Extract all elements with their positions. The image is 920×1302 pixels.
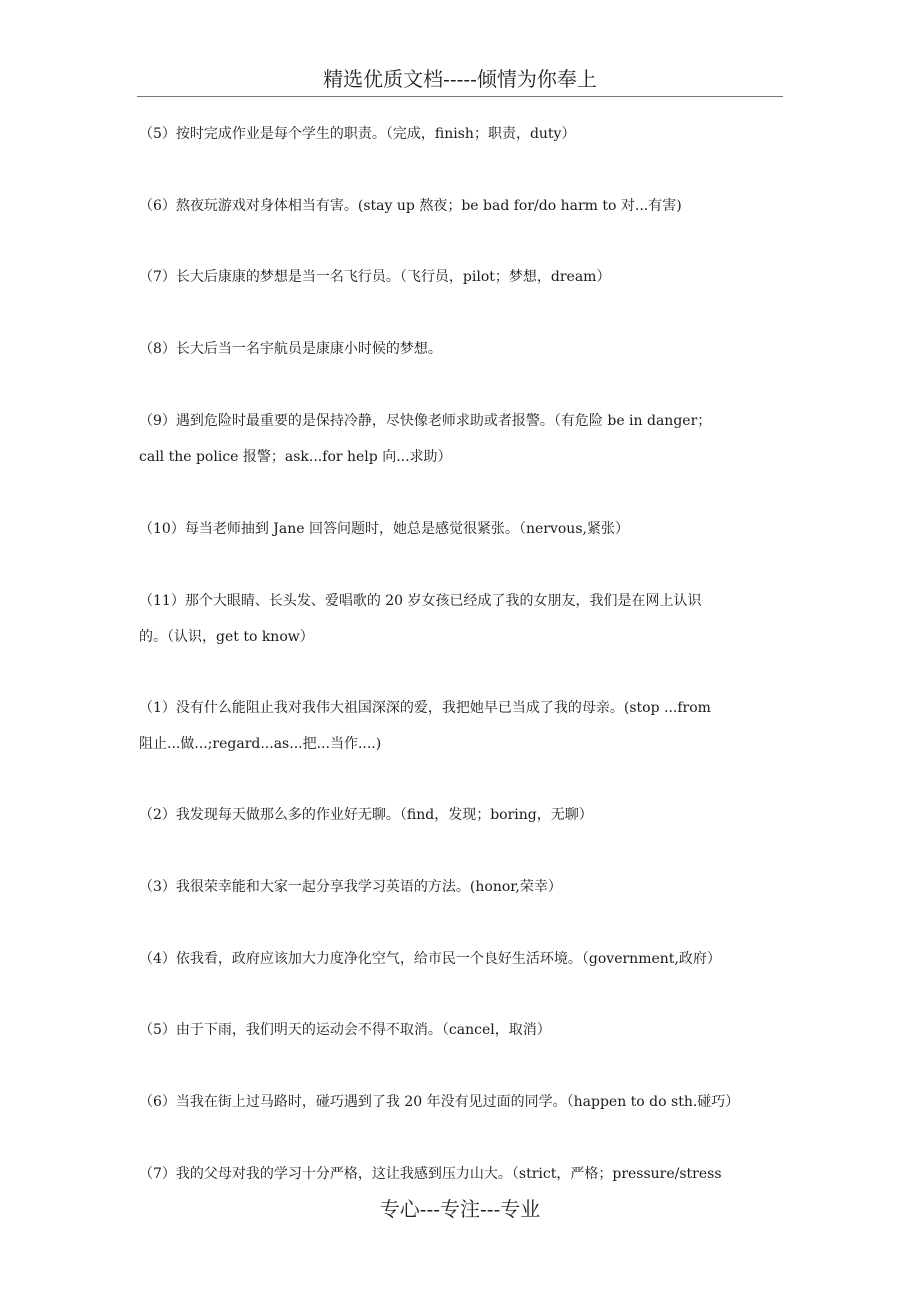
exercise-line: （7）我的父母对我的学习十分严格，这让我感到压力山大。（strict，严格；pressure/stress: [139, 1166, 722, 1182]
exercise-line: （5）按时完成作业是每个学生的职责。（完成，finish；职责，duty）: [139, 126, 576, 142]
exercise-line: （4）依我看，政府应该加大力度净化空气，给市民一个良好生活环境。（government,政府）: [139, 951, 721, 967]
exercise-line: （2）我发现每天做那么多的作业好无聊。（find，发现；boring，无聊）: [139, 807, 593, 823]
exercise-item: [139, 583, 789, 655]
exercise-item: [139, 797, 789, 833]
exercise-line: （1）没有什么能阻止我对我伟大祖国深深的爱，我把她早已当成了我的母亲。(stop ...from: [139, 700, 711, 716]
exercise-item: [139, 690, 789, 762]
exercise-line: （6）当我在街上过马路时，碰巧遇到了我 20 年没有见过面的同学。（happen to do sth.碰巧）: [139, 1094, 740, 1110]
exercise-item: [139, 331, 789, 367]
exercise-item: [139, 1084, 789, 1120]
exercise-item: [139, 403, 789, 475]
page-header: 精选优质文档-----倾情为你奉上: [323, 67, 597, 91]
exercise-line: 的。（认识，get to know）: [139, 629, 314, 645]
exercise-item: [139, 1012, 789, 1048]
exercise-item: [139, 188, 789, 224]
exercise-line: call the police 报警；ask...for help 向...求助）: [139, 449, 452, 465]
exercise-line: （11）那个大眼睛、长头发、爱唱歌的 20 岁女孩已经成了我的女朋友，我们是在网上认识: [139, 593, 702, 609]
exercise-item: [139, 1156, 789, 1192]
exercise-item: [139, 259, 789, 295]
exercise-item: [139, 511, 789, 547]
exercise-line: （6）熬夜玩游戏对身体相当有害。(stay up 熬夜；be bad for/do harm to 对...有害): [139, 198, 682, 214]
exercise-line: （8）长大后当一名宇航员是康康小时候的梦想。: [139, 341, 442, 357]
exercise-line: 阻止...做...;regard...as...把...当作....): [139, 736, 382, 752]
exercise-line: （10）每当老师抽到 Jane 回答问题时，她总是感觉很紧张。（nervous,紧张）: [139, 521, 629, 537]
header-divider: [137, 96, 783, 97]
exercise-line: （3）我很荣幸能和大家一起分享我学习英语的方法。(honor,荣幸）: [139, 879, 562, 895]
exercise-item: [139, 941, 789, 977]
exercise-line: （5）由于下雨，我们明天的运动会不得不取消。（cancel，取消）: [139, 1022, 551, 1038]
exercise-line: （7）长大后康康的梦想是当一名飞行员。（飞行员，pilot；梦想，dream）: [139, 269, 611, 285]
exercise-item: [139, 869, 789, 905]
exercise-line: （9）遇到危险时最重要的是保持冷静，尽快像老师求助或者报警。（有危险 be in danger；: [139, 413, 712, 429]
exercise-item: [139, 116, 789, 152]
page-footer: 专心---专注---专业: [379, 1197, 541, 1221]
